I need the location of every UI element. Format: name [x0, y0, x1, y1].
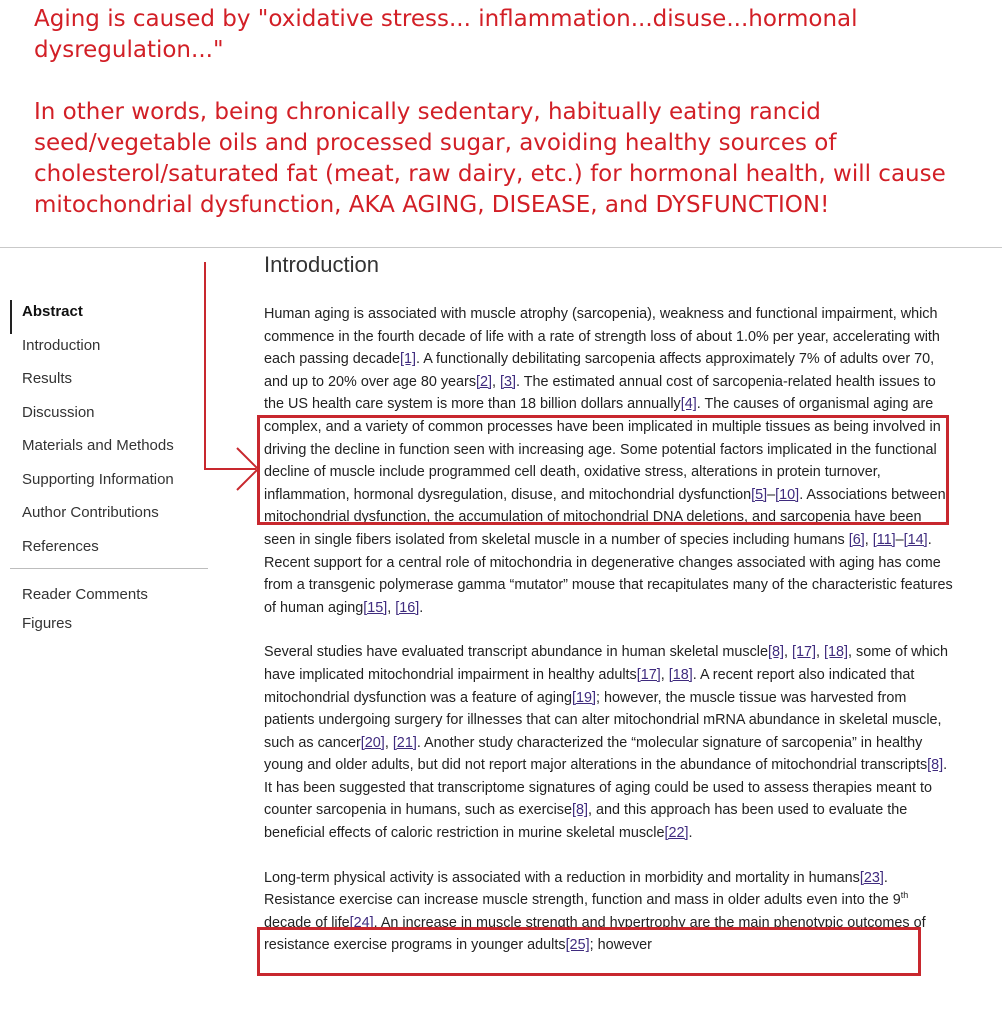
annotation-line-2: In other words, being chronically sedentary, habitually eating rancid seed/vegetable oils and processed sugar, avoiding healthy sources of cholesterol/saturated fat (meat, raw dairy, etc.) for hormonal health, will cause mitochondrial dysfunction, AKA AGING, DISEASE, and DYSFUNCTION!	[34, 99, 946, 218]
text: ,	[815, 644, 824, 661]
text: . The causes of organismal aging are complex, and a variety of common processes have been implicated in multiple tissues as being involved in driving the decline in function seen with increasing age. Some potential factors implicated in the functional decline of muscle include programmed cell death, oxidative stress, alterations in protein turnover, inflammation, hormonal dysregulation, disuse, and mitochondrial dysfunction	[264, 396, 941, 503]
text: . The estimated annual cost of sarcopenia-related health issues to the US health care system is more than 18 billion dollars annually	[264, 373, 936, 413]
text: Long-term physical activity is associated with a reduction in morbidity and mortality in humans	[264, 869, 860, 886]
text: ,	[660, 666, 669, 683]
text: ,	[384, 734, 393, 751]
paragraph-2	[264, 641, 954, 844]
text: ,	[492, 373, 501, 390]
citation-link[interactable]: [5]	[751, 486, 768, 503]
citation-link[interactable]: [24]	[349, 914, 374, 931]
text: . An increase in muscle strength and hypertrophy are the main phenotypic outcomes of resistance exercise programs in younger adults	[264, 914, 926, 954]
citation-link[interactable]: [6]	[848, 531, 865, 548]
text: ,	[783, 644, 792, 661]
text: –	[895, 531, 904, 548]
paragraph-1	[264, 303, 954, 619]
sidebar-item-references[interactable]: References	[22, 537, 99, 555]
text: . Recent support for a central role of mitochondria in degenerative changes associated with aging has come from a transgenic polymerase gamma “mutator” mouse that recapitulates many of the characteristic features of human aging	[264, 531, 953, 616]
citation-link[interactable]: [8]	[927, 757, 944, 774]
citation-link[interactable]: [3]	[500, 373, 517, 390]
citation-link[interactable]: [16]	[395, 599, 420, 616]
citation-link[interactable]: [23]	[859, 869, 884, 886]
citation-link[interactable]: [8]	[767, 644, 784, 661]
sidebar-item-introduction[interactable]: Introduction	[22, 336, 101, 354]
text: decade of life	[264, 914, 350, 931]
text: . It has been suggested that transcriptome signatures of aging could be used to assess therapies meant to counter sarcopenia in humans, such as exercise	[264, 757, 948, 819]
superscript: th	[900, 890, 909, 901]
sidebar-item-author-contributions[interactable]: Author Contributions	[22, 504, 159, 521]
sidebar-item-results[interactable]: Results	[22, 370, 73, 387]
article-body	[264, 303, 954, 979]
divider-line	[0, 247, 1002, 248]
citation-link[interactable]: [1]	[400, 351, 417, 368]
article-sidebar	[10, 300, 210, 641]
citation-link[interactable]: [10]	[775, 486, 800, 503]
citation-link[interactable]: [18]	[823, 644, 848, 661]
text: Several studies have evaluated transcript abundance in human skeletal muscle	[264, 644, 768, 661]
text: ; however	[589, 937, 652, 954]
text: , and this approach has been used to evaluate the beneficial effects of caloric restriction in murine skeletal muscle	[264, 802, 908, 842]
citation-link[interactable]: [15]	[363, 599, 388, 616]
citation-link[interactable]: [14]	[903, 531, 928, 548]
sidebar-item-materials-methods[interactable]: Materials and Methods	[22, 437, 174, 454]
text: ,	[387, 599, 396, 616]
text: . A recent report also indicated that mitochondrial dysfunction was a feature of aging	[264, 666, 915, 706]
text: –	[767, 486, 776, 503]
citation-link[interactable]: [17]	[791, 644, 816, 661]
citation-link[interactable]: [18]	[668, 666, 693, 683]
citation-link[interactable]: [8]	[571, 802, 588, 819]
citation-link[interactable]: [20]	[360, 734, 385, 751]
paragraph-3	[264, 867, 954, 957]
crop-edge	[0, 1004, 1002, 1024]
sidebar-item-discussion[interactable]: Discussion	[22, 403, 95, 421]
citation-link[interactable]: [25]	[565, 937, 590, 954]
text: ,	[864, 531, 873, 548]
text: . Associations between mitochondrial dysfunction, the accumulation of mitochondrial DNA deletions, and sarcopenia have been seen in single fibers isolated from skeletal muscle in a number of species including humans	[264, 486, 946, 548]
text: .	[419, 599, 424, 616]
red-annotation	[34, 4, 994, 221]
citation-link[interactable]: [11]	[872, 531, 896, 548]
section-heading: Introduction	[264, 252, 379, 277]
sidebar-item-supporting-information[interactable]: Supporting Information	[22, 470, 174, 488]
sidebar-divider	[10, 568, 208, 569]
sidebar-item-reader-comments[interactable]: Reader Comments	[22, 586, 148, 603]
citation-link[interactable]: [22]	[664, 825, 689, 842]
citation-link[interactable]: [21]	[392, 734, 417, 751]
text: . Another study characterized the “molecular signature of sarcopenia” in healthy young and older adults, but did not report major alterations in the abundance of mitochondrial transcripts	[264, 734, 928, 774]
citation-link[interactable]: [2]	[476, 373, 493, 390]
citation-link[interactable]: [4]	[680, 396, 697, 413]
citation-link[interactable]: [19]	[571, 689, 596, 706]
text: . A functionally debilitating sarcopenia affects approximately 7% of adults over 70, and up to 20% over age 80 years	[264, 351, 935, 390]
text: .	[688, 825, 693, 842]
text: ; however, the muscle tissue was harvested from patients undergoing surgery for illnesses that can alter mitochondrial mRNA abundance in skeletal muscle, such as cancer	[264, 689, 942, 751]
sidebar-item-figures[interactable]: Figures	[22, 615, 73, 632]
sidebar-item-abstract[interactable]: Abstract	[10, 300, 210, 334]
annotation-line-1: Aging is caused by "oxidative stress... inflammation...disuse...hormonal dysregulation..."	[34, 6, 858, 63]
citation-link[interactable]: [17]	[636, 666, 661, 683]
text: . Resistance exercise can increase muscle strength, function and mass in older adults even into the 9	[264, 869, 901, 909]
text: , some of which have implicated mitochondrial impairment in healthy adults	[264, 644, 948, 683]
text: Human aging is associated with muscle atrophy (sarcopenia), weakness and functional impairment, which commence in the fourth decade of life with a rate of strength loss of about 1.0% per year, accelerating with each passing decade	[264, 306, 940, 368]
